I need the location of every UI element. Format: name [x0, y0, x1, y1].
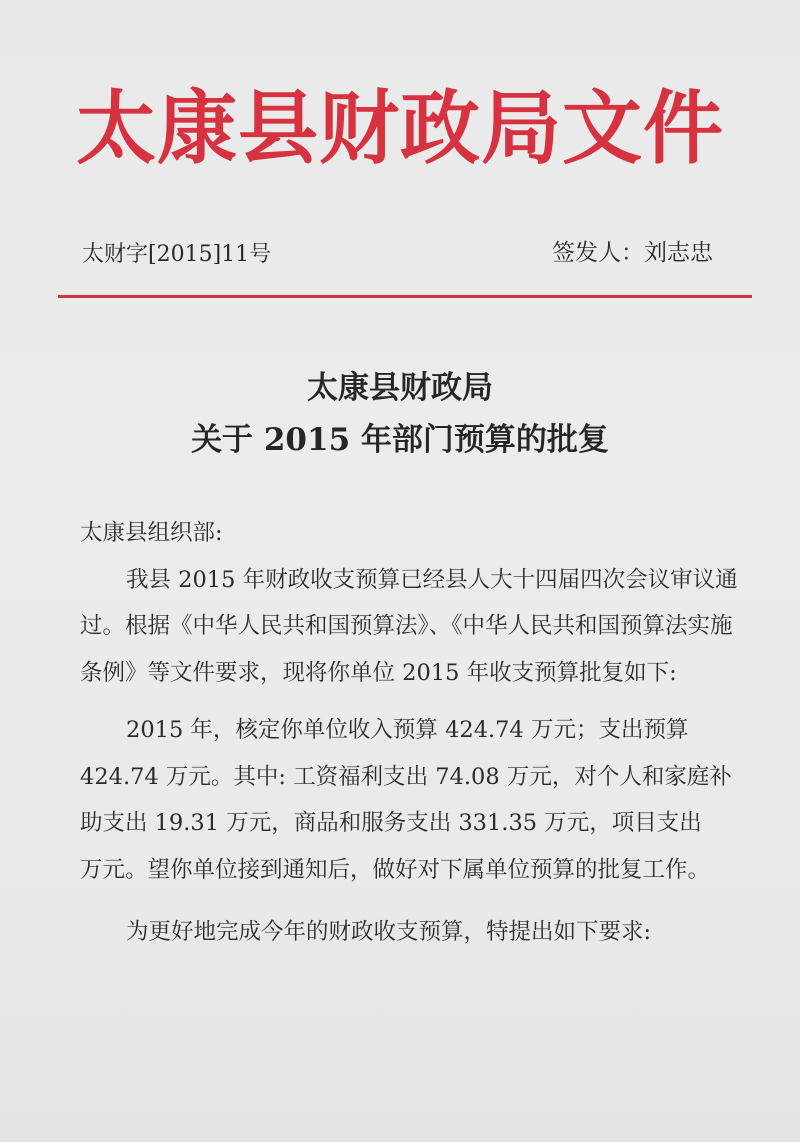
document-title	[0, 362, 800, 466]
title-line-1: 太康县财政局	[307, 370, 493, 406]
paragraph-requirements: 为更好地完成今年的财政收支预算，特提出如下要求:	[126, 919, 652, 945]
title-line-2: 关于 2015 年部门预算的批复	[191, 422, 609, 458]
paragraph-budget-approval: 我县 2015 年财政收支预算已经县人大十四届四次会议审议通过。根据《中华人民共和国预算法》、《中华人民共和国预算法实施条例》等文件要求，现将你单位 2015 年收支预算批复如下:	[80, 566, 738, 686]
salutation: 太康县组织部:	[80, 520, 223, 546]
signer: 签发人：刘志忠	[552, 240, 713, 266]
red-divider-line	[58, 295, 752, 298]
document-header-title: 太康县财政局文件	[76, 81, 724, 175]
document-body	[80, 510, 747, 956]
document-number: 太财字[2015]11号	[82, 242, 272, 267]
paragraph-budget-details: 2015 年，核定你单位收入预算 424.74 万元；支出预算 424.74 万元。其中: 工资福利支出 74.08 万元，对个人和家庭补助支出 19.31 万元，商品和服务支出 331.35 万元，项目支出 万元。望你单位接到通知后，做好对下属单位预算的批复工作。	[80, 717, 747, 883]
